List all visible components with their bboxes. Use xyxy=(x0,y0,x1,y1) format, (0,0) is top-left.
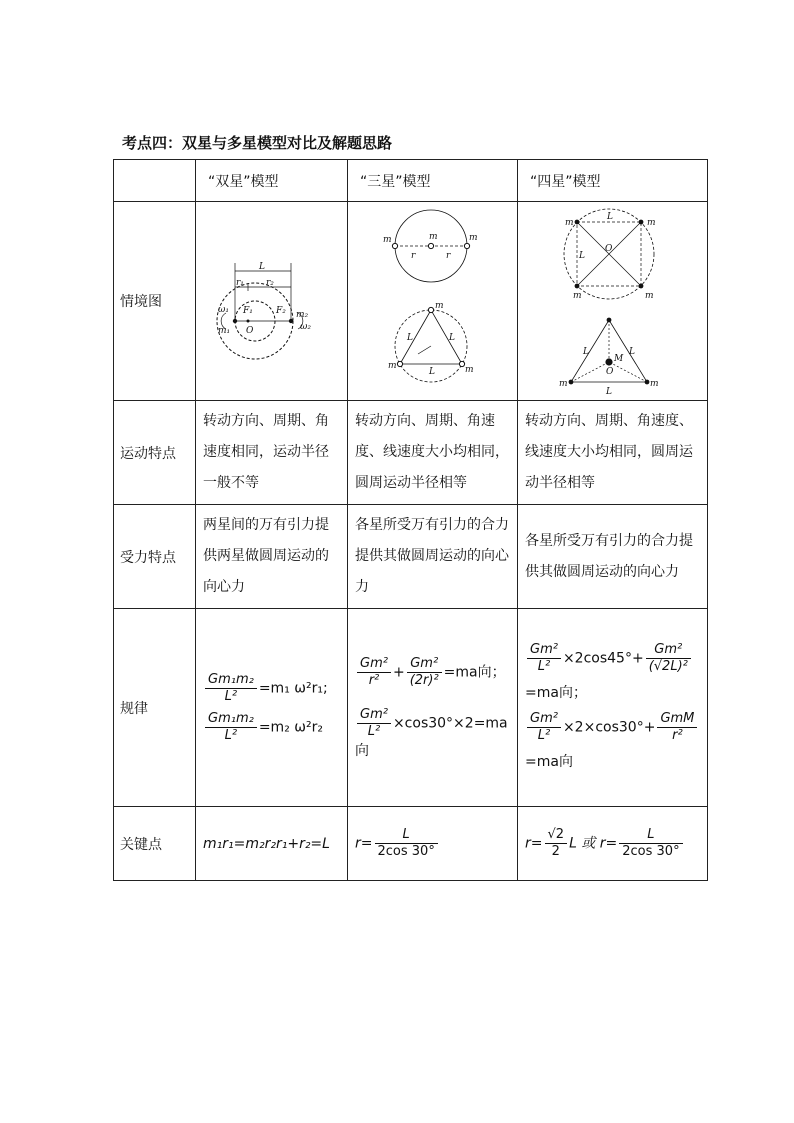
header-empty xyxy=(114,160,196,202)
law-triple xyxy=(348,609,518,807)
triple-a-den: r² xyxy=(368,672,380,688)
force-row xyxy=(114,505,708,609)
law-double xyxy=(196,609,348,807)
motion-triple: 转动方向、周期、角速度、线速度大小均相同，圆周运动半径相等 xyxy=(348,401,518,505)
force-double: 两星间的万有引力提供两星做圆周运动的向心力 xyxy=(196,505,348,609)
label-L-left: L xyxy=(406,333,413,343)
label-L-right2: L xyxy=(628,347,635,357)
force-triple: 各星所受万有引力的合力提供其做圆周运动的向心力 xyxy=(348,505,518,609)
row-label-law: 规律 xyxy=(114,609,196,807)
label-m-tr: m xyxy=(646,218,656,228)
double-eq2-den: L² xyxy=(224,727,238,743)
motion-double: 转动方向、周期、角速度相同，运动半径一般不等 xyxy=(196,401,348,505)
label-m-top: m xyxy=(434,301,444,311)
label-m-left: m xyxy=(382,235,392,245)
label-m-bl: m xyxy=(572,291,582,301)
label-L: L xyxy=(258,262,265,272)
row-label-force: 受力特点 xyxy=(114,505,196,609)
label-m-br: m xyxy=(644,291,654,301)
scene-row xyxy=(114,202,708,401)
double-star-diagram xyxy=(196,202,348,401)
header-triple-star: “三星”模型 xyxy=(348,160,518,202)
label-O: O xyxy=(245,326,253,336)
label-L-bottom: L xyxy=(428,367,435,377)
key3-num2: L xyxy=(619,827,682,844)
quad-star-triangle-config xyxy=(559,318,659,396)
quad-c-den: L² xyxy=(537,727,551,743)
key3-mid: L 或 r= xyxy=(569,835,618,852)
law-quad xyxy=(518,609,708,807)
triple-star-line-config xyxy=(383,210,478,282)
comparison-table xyxy=(113,159,708,881)
quad-c-num: Gm² xyxy=(527,711,561,728)
label-L-top: L xyxy=(606,212,613,222)
key2-den: 2cos 30° xyxy=(377,844,435,859)
label-F1: F₁ xyxy=(242,306,253,316)
quad-mid1: ×2cos45°+ xyxy=(562,650,644,666)
label-m-br: m xyxy=(464,365,474,375)
triple-a-num: Gm² xyxy=(357,656,391,673)
label-F2: F₂ xyxy=(275,306,286,316)
double-eq1-rhs: =m₁ ω²r₁; xyxy=(258,680,328,696)
label-m-bl: m xyxy=(387,361,397,371)
triple-star-diagram xyxy=(348,202,518,401)
label-w1: ω₁ xyxy=(217,305,229,315)
label-m2: m₂ xyxy=(295,310,308,320)
quad-rhs1: =ma向； xyxy=(525,684,587,701)
label-m-tl: m xyxy=(564,218,574,228)
key-triple xyxy=(348,807,518,881)
page-title: 考点四：双星与多星模型对比及解题思路 xyxy=(122,134,393,152)
header-row xyxy=(114,160,708,202)
star-m2 xyxy=(288,319,292,323)
key2-num: L xyxy=(375,827,438,844)
label-L-bottom2: L xyxy=(605,387,612,396)
quad-b-den: (√2L)² xyxy=(648,658,688,674)
quad-b-num: Gm² xyxy=(646,642,691,659)
force-quad: 各星所受万有引力的合力提供其做圆周运动的向心力 xyxy=(518,505,708,609)
label-m-right: m xyxy=(468,233,478,243)
key3-den2: 2cos 30° xyxy=(622,844,680,859)
label-M: M xyxy=(613,354,623,364)
quad-mid2: ×2×cos30°+ xyxy=(562,719,656,735)
quad-a-den: L² xyxy=(537,658,551,674)
double-eq1-den: L² xyxy=(224,688,238,704)
label-m-bl2: m xyxy=(558,379,568,389)
key-quad xyxy=(518,807,708,881)
key3-num: √2 xyxy=(545,827,568,844)
triple-plus: + xyxy=(392,664,405,680)
law-row xyxy=(114,609,708,807)
triple-b-den: (2r)² xyxy=(409,672,439,688)
label-O: O xyxy=(604,244,612,254)
label-r-left: r xyxy=(410,251,415,261)
label-L-left: L xyxy=(578,251,585,261)
double-eq2-rhs: =m₂ ω²r₂ xyxy=(258,719,323,735)
label-L-right: L xyxy=(448,333,455,343)
key3-den: 2 xyxy=(551,844,560,859)
motion-quad: 转动方向、周期、角速度、线速度大小均相同，圆周运动半径相等 xyxy=(518,401,708,505)
triple-c-num: Gm² xyxy=(357,707,391,724)
triple-star-triangle-config xyxy=(388,301,474,382)
key3-lhs: r= xyxy=(525,835,543,852)
header-double-star: “双星”模型 xyxy=(196,160,348,202)
double-eq1-num: Gm₁m₂ xyxy=(205,672,257,689)
label-m1: m₁ xyxy=(217,326,230,336)
triple-c-den: L² xyxy=(367,723,381,739)
label-O2: O xyxy=(605,367,613,377)
label-r2: r₂ xyxy=(265,278,274,288)
quad-star-square-config xyxy=(564,209,656,301)
label-w2: ω₂ xyxy=(299,322,311,332)
label-r-right: r xyxy=(445,251,450,261)
quad-rhs2: =ma向 xyxy=(525,753,573,770)
row-label-key: 关键点 xyxy=(114,807,196,881)
label-m-br2: m xyxy=(649,379,659,389)
quad-d-num: GmM xyxy=(657,711,697,728)
label-L-left2: L xyxy=(582,347,589,357)
quad-a-num: Gm² xyxy=(527,642,561,659)
label-m-center: m xyxy=(428,232,438,242)
triple-b-num: Gm² xyxy=(407,656,442,673)
row-label-motion: 运动特点 xyxy=(114,401,196,505)
label-r1: r₁ xyxy=(235,278,244,288)
row-label-scene: 情境图 xyxy=(114,202,196,401)
key-double: m₁r₁=m₂r₂r₁+r₂=L xyxy=(196,807,348,881)
star-m1 xyxy=(232,319,236,323)
double-eq2-num: Gm₁m₂ xyxy=(205,711,257,728)
triple-rhs1: =ma向； xyxy=(443,664,506,680)
quad-star-diagram xyxy=(518,202,708,401)
header-quad-star: “四星”模型 xyxy=(518,160,708,202)
key-row xyxy=(114,807,708,881)
triple-rhs2: ×cos30°×2=ma向 xyxy=(355,715,508,759)
motion-row xyxy=(114,401,708,505)
quad-d-den: r² xyxy=(672,727,683,743)
key2-lhs: r= xyxy=(355,835,373,852)
